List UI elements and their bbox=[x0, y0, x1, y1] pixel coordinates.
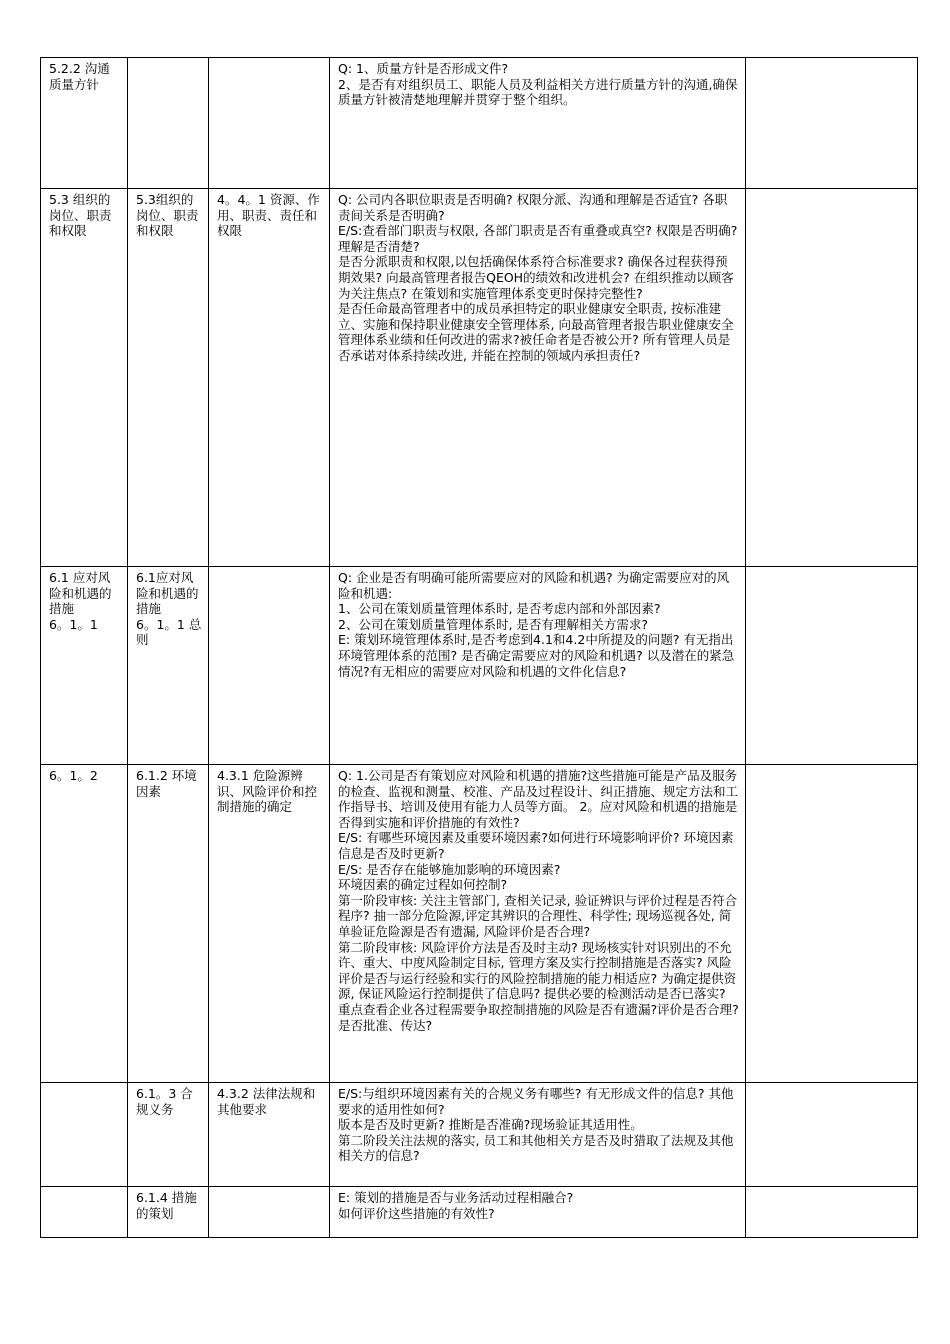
ohs-clause-cell bbox=[209, 1187, 330, 1238]
audit-checklist-table bbox=[40, 57, 918, 1238]
audit-question-cell: E: 策划的措施是否与业务活动过程相融合? 如何评价这些措施的有效性? bbox=[330, 1187, 746, 1238]
qms-clause-cell: 6.1.2 环境因素 bbox=[128, 765, 209, 1083]
audit-question-cell: Q: 公司内各职位职责是否明确? 权限分派、沟通和理解是否适宜? 各职责间关系是否明确? E/S:查看部门职责与权限, 各部门职责是否有重叠或真空? 权限是否明确?理解是否清楚? 是否分派职责和权限,以包括确保体系符合标准要求? 确保各过程获得预期效果? 向最高管理者报告QEOH的绩效和改进机会? 在组织推动以顾客为关注焦点? 在策划和实施管理体系变更时保持完整性? 是否任命最高管理者中的成员承担特定的职业健康安全职责, 按标准建立、实施和保持职业健康安全管理体系, 向最高管理者报告职业健康安全管理体系业绩和任何改进的需求?被任命者是否被公开? 所有管理人员是否承诺对体系持续改进, 并能在控制的领域内承担责任? bbox=[330, 189, 746, 567]
clause-cell: 5.2.2 沟通质量方针 bbox=[41, 58, 128, 189]
qms-clause-cell: 6.1应对风险和机遇的措施 6。1。1 总则 bbox=[128, 567, 209, 765]
record-cell bbox=[746, 189, 918, 567]
table-row bbox=[41, 189, 918, 567]
clause-cell: 6。1。2 bbox=[41, 765, 128, 1083]
record-cell bbox=[746, 58, 918, 189]
ohs-clause-cell: 4。4。1 资源、作用、职责、责任和权限 bbox=[209, 189, 330, 567]
audit-question-cell: Q: 1.公司是否有策划应对风险和机遇的措施?这些措施可能是产品及服务的检查、监视和测量、校准、产品及过程设计、纠正措施、规定方法和工作指导书、培训及使用有能力人员等方面。 2。应对风险和机遇的措施是否得到实施和评价措施的有效性? E/S: 有哪些环境因素及重要环境因素?如何进行环境影响评价? 环境因素信息是否及时更新? E/S: 是否存在能够施加影响的环境因素? 环境因素的确定过程如何控制? 第一阶段审核: 关注主管部门, 查相关记录, 验证辨识与评价过程是否符合程序? 抽一部分危险源,评定其辨识的合理性、科学性; 现场巡视各处, 简单验证危险源是否有遗漏, 风险评价是否合理? 第二阶段审核: 风险评价方法是否及时主动? 现场核实针对识别出的不允许、重大、中度风险制定目标, 管理方案及实行控制措施是否落实? 风险评价是否与运行经验和实行的风险控制措施的能力相适应? 为确定提供资源, 保证风险运行控制提供了信息吗? 提供必要的检测活动是否已落实? 重点查看企业各过程需要争取控制措施的风险是否有遗漏?评价是否合理?是否批准、传达? bbox=[330, 765, 746, 1083]
record-cell bbox=[746, 567, 918, 765]
ohs-clause-cell: 4.3.2 法律法规和其他要求 bbox=[209, 1083, 330, 1187]
table-row bbox=[41, 1083, 918, 1187]
ohs-clause-cell bbox=[209, 58, 330, 189]
qms-clause-cell: 6.1。3 合规义务 bbox=[128, 1083, 209, 1187]
clause-cell: 6.1 应对风险和机遇的措施 6。1。1 bbox=[41, 567, 128, 765]
qms-clause-cell: 5.3组织的岗位、职责和权限 bbox=[128, 189, 209, 567]
ohs-clause-cell: 4.3.1 危险源辨识、风险评价和控制措施的确定 bbox=[209, 765, 330, 1083]
clause-cell bbox=[41, 1187, 128, 1238]
audit-question-cell: Q: 1、质量方针是否形成文件? 2、是否有对组织员工、职能人员及利益相关方进行质量方针的沟通,确保质量方针被清楚地理解并贯穿于整个组织。 bbox=[330, 58, 746, 189]
record-cell bbox=[746, 1083, 918, 1187]
table-row bbox=[41, 1187, 918, 1238]
record-cell bbox=[746, 1187, 918, 1238]
clause-cell bbox=[41, 1083, 128, 1187]
table-row bbox=[41, 765, 918, 1083]
table-row bbox=[41, 58, 918, 189]
qms-clause-cell bbox=[128, 58, 209, 189]
ohs-clause-cell bbox=[209, 567, 330, 765]
qms-clause-cell: 6.1.4 措施的策划 bbox=[128, 1187, 209, 1238]
table-row bbox=[41, 567, 918, 765]
record-cell bbox=[746, 765, 918, 1083]
audit-question-cell: E/S:与组织环境因素有关的合规义务有哪些? 有无形成文件的信息? 其他要求的适用性如何? 版本是否及时更新? 推断是否准确?现场验证其适用性。 第二阶段关注法规的落实, 员工和其他相关方是否及时猎取了法规及其他相关方的信息? bbox=[330, 1083, 746, 1187]
clause-cell: 5.3 组织的岗位、职责和权限 bbox=[41, 189, 128, 567]
audit-question-cell: Q: 企业是否有明确可能所需要应对的风险和机遇? 为确定需要应对的风险和机遇: 1、公司在策划质量管理体系时, 是否考虑内部和外部因素? 2、公司在策划质量管理体系时, 是否有理解相关方需求? E: 策划环境管理体系时,是否考虑到4.1和4.2中所提及的问题? 有无指出环境管理体系的范围? 是否确定需要应对的风险和机遇? 以及潜在的紧急情况?有无相应的需要应对风险和机遇的文件化信息? bbox=[330, 567, 746, 765]
